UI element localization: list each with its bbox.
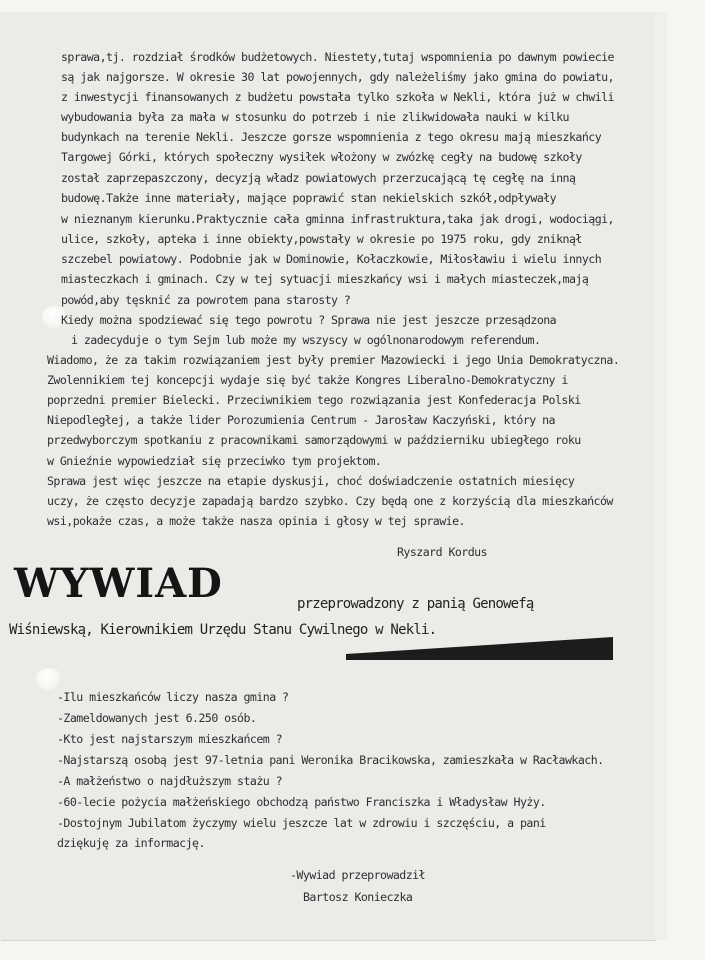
banner-wedge (346, 637, 613, 660)
article-line: Kiedy można spodziewać się tego powrotu ? Sprawa nie jest jeszcze przesądzona (61, 313, 557, 327)
article-line: w nieznanym kierunku.Praktycznie cała gminna infrastruktura,taka jak drogi, wodociągi, (61, 212, 614, 226)
article-line: sprawa,tj. rozdział środków budżetowych. Niestety,tutaj wspomnienia po dawnym powiecie (61, 50, 614, 64)
article-line: powód,aby tęsknić za powrotem pana starosty ? (61, 293, 351, 307)
punch-hole (36, 668, 62, 690)
article-line: został zaprzepaszczony, decyzją władz powiatowych przerzucającą tę cegłę na inną (61, 171, 576, 185)
interview-line: -Kto jest najstarszym mieszkańcem ? (57, 732, 283, 746)
interview-line: -A małżeństwo o najdłuższym stażu ? (57, 774, 283, 788)
article-line: ulice, szkoły, apteka i inne obiekty,powstały w okresie po 1975 roku, gdy zniknął (61, 232, 582, 246)
article-line: miasteczkach i gminach. Czy w tej sytuacji mieszkańcy wsi i małych miasteczek,mają (61, 272, 589, 286)
article-line: budowę.Także inne materiały, mające poprawić stan nekielskich szkół,odpływały (61, 191, 557, 205)
interview-credit-name: Bartosz Konieczka (303, 890, 413, 904)
article-line: i zadecyduje o tym Sejm lub może my wszyscy w ogólnonarodowym referendum. (71, 333, 541, 347)
article-line: Wiadomo, że za takim rozwiązaniem jest były premier Mazowiecki i jego Unia Demokratyczna. (47, 353, 620, 367)
interview-line: -Dostojnym Jubilatom życzymy wielu jeszcze lat w zdrowiu i szczęściu, a pani (57, 816, 546, 830)
article-line: poprzedni premier Bielecki. Przeciwnikiem tego rozwiązania jest Konfederacja Polski (47, 393, 581, 407)
banner-wedge-shape (346, 637, 613, 660)
article-line: Zwolennikiem tej koncepcji wydaje się być także Kongres Liberalno-Demokratyczny i (47, 373, 568, 387)
interview-line: -60-lecie pożycia małżeńskiego obchodzą państwo Franciszka i Władysław Hyży. (57, 795, 546, 809)
banner-wedge-base (346, 657, 613, 660)
article-line: z inwestycji finansowanych z budżetu powstała tylko szkoła w Nekli, która już w chwili (61, 90, 614, 104)
article-line: uczy, że często decyzje zapadają bardzo szybko. Czy będą one z korzyścią dla mieszkańców (47, 494, 613, 508)
interview-line: -Zameldowanych jest 6.250 osób. (57, 711, 257, 725)
interview-line: -Ilu mieszkańców liczy nasza gmina ? (57, 690, 289, 704)
interview-line: dziękuję za informację. (57, 836, 205, 850)
article-line: wybudowania była za mała w stosunku do potrzeb i nie zlikwidowała nauki w kilku (61, 110, 569, 124)
article-line: Targowej Górki, których społeczny wysiłek włożony w zwózkę cegły na budowę szkoły (61, 150, 582, 164)
article-line: przedwyborczym spotkaniu z pracownikami samorządowymi w październiku ubiegłego roku (47, 433, 581, 447)
interview-credit-label: -Wywiad przeprowadził (290, 868, 426, 882)
interview-subtitle-line2: Wiśniewską, Kierownikiem Urzędu Stanu Cywilnego w Nekli. (9, 622, 437, 638)
page-edge (655, 12, 667, 940)
article-line: Niepodległej, a także lider Porozumienia Centrum - Jarosław Kaczyński, który na (47, 413, 555, 427)
article-line: budynkach na terenie Nekli. Jeszcze gorsze wspomnienia z tego okresu mają mieszkańcy (61, 130, 602, 144)
article-line: wsi,pokaże czas, a może także nasza opinia i głosy w tej sprawie. (47, 514, 465, 528)
article-line: w Gnieźnie wypowiedział się przeciwko tym projektom. (47, 454, 382, 468)
article-line: Sprawa jest więc jeszcze na etapie dyskusji, choć doświadczenie ostatnich miesięcy (47, 474, 575, 488)
interview-title: WYWIAD (14, 560, 223, 607)
interview-line: -Najstarszą osobą jest 97-letnia pani Weronika Bracikowska, zamieszkała w Racławkach. (57, 753, 604, 767)
article-line: szczebel powiatowy. Podobnie jak w Dominowie, Kołaczkowie, Miłosławiu i wielu innych (61, 252, 602, 266)
interview-subtitle-line1: przeprowadzony z panią Genowefą (297, 596, 534, 612)
article-author: Ryszard Kordus (397, 545, 488, 559)
article-line: są jak najgorsze. W okresie 30 lat powojennych, gdy należeliśmy jako gmina do powiatu, (61, 70, 614, 84)
